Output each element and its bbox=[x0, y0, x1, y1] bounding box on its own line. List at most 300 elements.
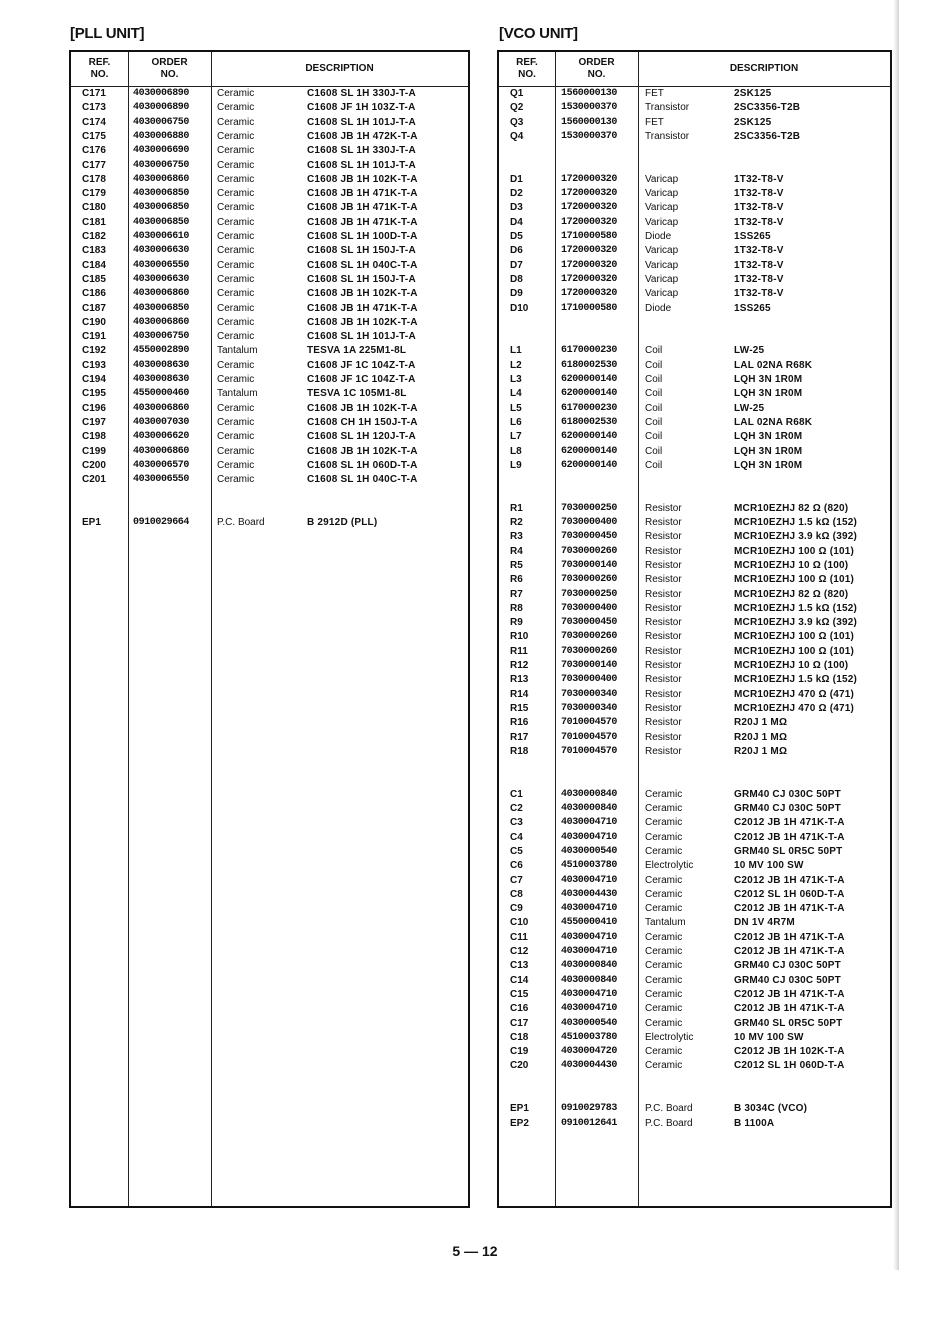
header-order-label: ORDER bbox=[151, 57, 188, 68]
part-type-cell: Varicap bbox=[645, 259, 679, 271]
table-row bbox=[499, 874, 890, 888]
order-no-cell: 4030000540 bbox=[561, 845, 618, 857]
description-cell: C1608 JB 1H 472K-T-A bbox=[307, 130, 418, 142]
description-cell: C1608 JB 1H 102K-T-A bbox=[307, 402, 418, 414]
ref-no-cell: C17 bbox=[510, 1017, 529, 1029]
description-cell: LAL 02NA R68K bbox=[734, 416, 813, 428]
description-cell: C1608 JF 1C 104Z-T-A bbox=[307, 374, 416, 385]
description-cell: C2012 JB 1H 471K-T-A bbox=[734, 988, 845, 1000]
order-no-cell: 4030000840 bbox=[561, 960, 618, 972]
description-cell: B 2912D (PLL) bbox=[307, 517, 378, 528]
order-no-cell: 6170000230 bbox=[561, 402, 618, 414]
ref-no-cell: C191 bbox=[82, 331, 106, 343]
ref-no-cell: C196 bbox=[82, 402, 106, 414]
table-row bbox=[499, 931, 890, 945]
table-row bbox=[499, 187, 890, 201]
part-type-cell: Resistor bbox=[645, 531, 682, 543]
ref-no-cell: R14 bbox=[510, 688, 529, 700]
table-row bbox=[499, 573, 890, 587]
ref-no-cell: Q2 bbox=[510, 102, 524, 114]
description-cell: C2012 JB 1H 471K-T-A bbox=[734, 831, 845, 843]
part-type-cell: Ceramic bbox=[217, 302, 255, 314]
description-cell: C1608 JB 1H 102K-T-A bbox=[307, 316, 418, 328]
description-cell: C1608 JB 1H 471K-T-A bbox=[307, 216, 418, 228]
table-row bbox=[499, 974, 890, 988]
part-type-cell: Ceramic bbox=[645, 988, 683, 1000]
description-cell: C1608 SL 1H 330J-T-A bbox=[307, 145, 416, 157]
description-cell: GRM40 CJ 030C 50PT bbox=[734, 974, 841, 986]
table-row bbox=[499, 1045, 890, 1059]
table-row bbox=[71, 259, 468, 273]
order-no-cell: 4550002890 bbox=[133, 345, 190, 357]
table-row bbox=[71, 416, 468, 430]
description-cell: C1608 SL 1H 150J-T-A bbox=[307, 245, 416, 257]
description-cell: 10 MV 100 SW bbox=[734, 860, 804, 872]
ref-no-cell: C7 bbox=[510, 874, 523, 886]
part-type-cell: Ceramic bbox=[217, 359, 255, 371]
table-row bbox=[71, 87, 468, 101]
description-header bbox=[638, 52, 890, 86]
description-cell: C1608 JB 1H 102K-T-A bbox=[307, 173, 418, 185]
ref-no-cell: C197 bbox=[82, 416, 106, 428]
ref-no-cell: L3 bbox=[510, 374, 522, 385]
header-description-label: DESCRIPTION bbox=[729, 63, 799, 74]
ref-no-cell: C181 bbox=[82, 216, 106, 228]
part-type-cell: Tantalum bbox=[217, 388, 258, 400]
description-cell: 2SK125 bbox=[734, 88, 772, 99]
order-no-cell: 1530000370 bbox=[561, 102, 618, 114]
order-no-cell: 6200000140 bbox=[561, 445, 618, 457]
ref-no-cell: C174 bbox=[82, 116, 106, 128]
description-cell: 1T32-T8-V bbox=[734, 245, 784, 257]
description-cell: 1T32-T8-V bbox=[734, 202, 784, 214]
table-row bbox=[499, 459, 890, 473]
order-no-cell: 7030000260 bbox=[561, 574, 618, 586]
description-cell: C1608 SL 1H 120J-T-A bbox=[307, 431, 416, 443]
order-no-cell: 4030006690 bbox=[133, 145, 190, 157]
description-cell: MCR10EZHJ 10 Ω (100) bbox=[734, 559, 849, 571]
ref-no-cell: EP1 bbox=[82, 517, 101, 528]
order-no-cell: 7030000260 bbox=[561, 545, 618, 557]
description-cell: C1608 SL 1H 060D-T-A bbox=[307, 459, 418, 471]
part-type-cell: Resistor bbox=[645, 660, 682, 671]
ref-no-cell: R6 bbox=[510, 574, 523, 586]
ref-no-cell: R5 bbox=[510, 559, 523, 571]
ref-no-cell: C173 bbox=[82, 102, 106, 114]
description-cell: C1608 SL 1H 150J-T-A bbox=[307, 273, 416, 285]
description-cell: MCR10EZHJ 82 Ω (820) bbox=[734, 502, 849, 514]
table-row bbox=[499, 888, 890, 902]
order-no-cell: 7030000340 bbox=[561, 688, 618, 700]
table-row bbox=[71, 344, 468, 358]
table-row bbox=[499, 559, 890, 573]
part-type-cell: Ceramic bbox=[645, 974, 683, 986]
table-row bbox=[499, 416, 890, 430]
description-cell: B 1100A bbox=[734, 1117, 775, 1129]
ref-no-cell: EP2 bbox=[510, 1117, 529, 1129]
table-row bbox=[499, 159, 890, 173]
order-no-cell: 6180002530 bbox=[561, 416, 618, 428]
order-no-cell: 6170000230 bbox=[561, 345, 618, 357]
order-no-cell: 4030006860 bbox=[133, 402, 190, 414]
order-no-cell: 7030000250 bbox=[561, 502, 618, 514]
description-cell: C1608 SL 1H 101J-T-A bbox=[307, 159, 416, 171]
header-no-label: NO. bbox=[518, 69, 536, 80]
part-type-cell: Varicap bbox=[645, 245, 679, 257]
description-cell: C2012 SL 1H 060D-T-A bbox=[734, 1060, 845, 1072]
ref-no-cell: C183 bbox=[82, 245, 106, 257]
order-no-cell: 4030004710 bbox=[561, 831, 618, 843]
description-cell: R20J 1 MΩ bbox=[734, 731, 788, 743]
ref-no-cell: D8 bbox=[510, 273, 523, 285]
ref-no-header bbox=[71, 52, 128, 86]
part-type-cell: Ceramic bbox=[217, 216, 255, 228]
table-row bbox=[71, 459, 468, 473]
part-type-cell: Coil bbox=[645, 416, 663, 428]
table-row bbox=[499, 1002, 890, 1016]
description-cell: LAL 02NA R68K bbox=[734, 359, 813, 371]
description-cell: MCR10EZHJ 10 Ω (100) bbox=[734, 660, 849, 671]
part-type-cell: Electrolytic bbox=[645, 1031, 694, 1043]
table-row bbox=[71, 445, 468, 459]
order-no-cell: 4030006850 bbox=[133, 202, 190, 214]
table-row bbox=[499, 430, 890, 444]
part-type-cell: Resistor bbox=[645, 602, 682, 614]
table-row bbox=[499, 502, 890, 516]
page-number: 5 — 12 bbox=[452, 1243, 498, 1259]
table-row bbox=[499, 1059, 890, 1073]
table-row bbox=[499, 616, 890, 630]
table-row bbox=[499, 802, 890, 816]
order-no-cell: 7030000260 bbox=[561, 631, 618, 643]
table-row bbox=[499, 230, 890, 244]
description-cell: LQH 3N 1R0M bbox=[734, 459, 803, 471]
part-type-cell: Ceramic bbox=[217, 416, 255, 428]
ref-no-cell: Q1 bbox=[510, 88, 524, 99]
ref-no-cell: L6 bbox=[510, 416, 522, 428]
description-cell: C1608 SL 1H 101J-T-A bbox=[307, 116, 416, 128]
ref-no-cell: C18 bbox=[510, 1031, 529, 1043]
table-row bbox=[499, 144, 890, 158]
description-cell: C1608 CH 1H 150J-T-A bbox=[307, 416, 418, 428]
ref-no-cell: Q4 bbox=[510, 130, 524, 142]
order-no-cell: 6200000140 bbox=[561, 459, 618, 471]
table-row bbox=[499, 273, 890, 287]
table-row bbox=[499, 330, 890, 344]
order-no-cell: 1720000320 bbox=[561, 173, 618, 185]
ref-no-cell: C176 bbox=[82, 145, 106, 157]
order-no-cell: 4030006620 bbox=[133, 431, 190, 443]
description-cell: C1608 SL 1H 101J-T-A bbox=[307, 331, 416, 343]
table-row bbox=[499, 645, 890, 659]
part-type-cell: Ceramic bbox=[217, 259, 255, 271]
description-cell: R20J 1 MΩ bbox=[734, 717, 788, 729]
part-type-cell: Ceramic bbox=[217, 459, 255, 471]
order-no-cell: 4030006890 bbox=[133, 102, 190, 114]
ref-no-cell: C186 bbox=[82, 288, 106, 300]
order-no-cell: 4030008630 bbox=[133, 359, 190, 371]
order-no-cell: 4030006850 bbox=[133, 188, 190, 200]
order-no-cell: 7030000140 bbox=[561, 559, 618, 571]
table-row bbox=[499, 916, 890, 930]
order-no-cell: 1720000320 bbox=[561, 259, 618, 271]
ref-no-cell: R3 bbox=[510, 531, 523, 543]
ref-no-cell: D3 bbox=[510, 202, 523, 214]
part-type-cell: Transistor bbox=[645, 102, 690, 114]
table-row bbox=[499, 902, 890, 916]
part-type-cell: Ceramic bbox=[217, 116, 255, 128]
order-no-cell: 4030000840 bbox=[561, 974, 618, 986]
order-no-cell: 4030006860 bbox=[133, 316, 190, 328]
table-row bbox=[499, 773, 890, 787]
table-row bbox=[499, 287, 890, 301]
ref-no-cell: EP1 bbox=[510, 1103, 529, 1115]
table-row bbox=[499, 688, 890, 702]
part-type-cell: Ceramic bbox=[645, 831, 683, 843]
description-cell: 1T32-T8-V bbox=[734, 259, 784, 271]
ref-no-cell: C179 bbox=[82, 188, 106, 200]
order-no-cell: 4030000840 bbox=[561, 788, 618, 800]
table-row bbox=[499, 588, 890, 602]
ref-no-cell: R1 bbox=[510, 502, 523, 514]
table-row bbox=[71, 144, 468, 158]
order-no-header bbox=[555, 52, 638, 86]
description-cell: C2012 JB 1H 471K-T-A bbox=[734, 903, 845, 915]
table-row bbox=[499, 473, 890, 487]
order-no-cell: 4030000540 bbox=[561, 1017, 618, 1029]
description-cell: MCR10EZHJ 100 Ω (101) bbox=[734, 645, 855, 657]
header-no-label: NO. bbox=[90, 69, 109, 80]
ref-no-cell: R18 bbox=[510, 745, 529, 757]
part-type-cell: Ceramic bbox=[645, 903, 683, 915]
part-type-cell: Coil bbox=[645, 388, 663, 400]
description-cell: C2012 JB 1H 471K-T-A bbox=[734, 817, 845, 829]
table-row bbox=[499, 716, 890, 730]
part-type-cell: Resistor bbox=[645, 574, 682, 586]
ref-no-cell: L8 bbox=[510, 445, 522, 457]
description-cell: C1608 SL 1H 040C-T-A bbox=[307, 259, 418, 271]
order-no-cell: 4030006750 bbox=[133, 331, 190, 343]
table-row bbox=[71, 130, 468, 144]
table-row bbox=[499, 259, 890, 273]
description-cell: 1T32-T8-V bbox=[734, 273, 784, 285]
ref-no-cell: L5 bbox=[510, 402, 522, 414]
order-no-cell: 7030000400 bbox=[561, 602, 618, 614]
ref-no-cell: C4 bbox=[510, 831, 523, 843]
scan-shadow-edge bbox=[893, 0, 899, 1270]
table-row bbox=[499, 302, 890, 316]
description-cell: C1608 JB 1H 471K-T-A bbox=[307, 188, 418, 200]
order-no-cell: 4030006860 bbox=[133, 288, 190, 300]
part-type-cell: Ceramic bbox=[645, 1017, 683, 1029]
ref-no-cell: C192 bbox=[82, 345, 106, 357]
order-no-cell: 4030004710 bbox=[561, 874, 618, 886]
table-row bbox=[499, 630, 890, 644]
ref-no-header bbox=[499, 52, 555, 86]
order-no-cell: 4030004430 bbox=[561, 888, 618, 900]
table-row bbox=[499, 959, 890, 973]
part-type-cell: Tantalum bbox=[217, 345, 258, 357]
description-cell: MCR10EZHJ 82 Ω (820) bbox=[734, 588, 849, 600]
ref-no-cell: L9 bbox=[510, 459, 522, 471]
part-type-cell: Ceramic bbox=[645, 874, 683, 886]
description-cell: TESVA 1C 105M1-8L bbox=[307, 388, 407, 400]
description-cell: 1T32-T8-V bbox=[734, 288, 784, 300]
ref-no-cell: L2 bbox=[510, 359, 522, 371]
description-cell: 2SC3356-T2B bbox=[734, 102, 801, 114]
order-no-cell: 4030004710 bbox=[561, 931, 618, 943]
part-type-cell: Ceramic bbox=[217, 288, 255, 300]
part-type-cell: Resistor bbox=[645, 559, 682, 571]
part-type-cell: Ceramic bbox=[217, 130, 255, 142]
table-row bbox=[499, 816, 890, 830]
ref-no-cell: L1 bbox=[510, 345, 522, 357]
order-no-cell: 4030006550 bbox=[133, 474, 190, 486]
ref-no-cell: C177 bbox=[82, 159, 106, 171]
part-type-cell: Resistor bbox=[645, 717, 682, 729]
table-row bbox=[71, 473, 468, 487]
order-no-cell: 4030006860 bbox=[133, 173, 190, 185]
part-type-cell: Resistor bbox=[645, 617, 682, 629]
table-row bbox=[71, 244, 468, 258]
order-no-cell: 7010004570 bbox=[561, 745, 618, 757]
table-row bbox=[71, 516, 468, 530]
table-row bbox=[71, 316, 468, 330]
description-cell: C1608 SL 1H 100D-T-A bbox=[307, 231, 418, 242]
part-type-cell: Ceramic bbox=[217, 188, 255, 200]
description-cell: 2SK125 bbox=[734, 116, 772, 128]
part-type-cell: Ceramic bbox=[217, 402, 255, 414]
description-cell: MCR10EZHJ 100 Ω (101) bbox=[734, 545, 855, 557]
table-row bbox=[499, 530, 890, 544]
table-row bbox=[499, 173, 890, 187]
order-no-header bbox=[128, 52, 211, 86]
ref-no-cell: R4 bbox=[510, 545, 523, 557]
table-row bbox=[499, 988, 890, 1002]
header-description-label: DESCRIPTION bbox=[305, 63, 374, 74]
description-cell: LW-25 bbox=[734, 402, 765, 414]
part-type-cell: Coil bbox=[645, 359, 663, 371]
part-type-cell: Ceramic bbox=[217, 159, 255, 171]
ref-no-cell: C199 bbox=[82, 445, 106, 457]
table-row bbox=[499, 659, 890, 673]
table-row bbox=[499, 216, 890, 230]
table-row bbox=[71, 187, 468, 201]
order-no-cell: 1560000130 bbox=[561, 116, 618, 128]
ref-no-cell: C2 bbox=[510, 803, 523, 814]
ref-no-cell: C8 bbox=[510, 888, 523, 900]
description-cell: TESVA 1A 225M1-8L bbox=[307, 345, 407, 357]
table-row bbox=[499, 87, 890, 101]
table-row bbox=[499, 945, 890, 959]
table-row bbox=[499, 545, 890, 559]
part-type-cell: Resistor bbox=[645, 517, 682, 528]
description-cell: LQH 3N 1R0M bbox=[734, 431, 803, 443]
description-cell: LW-25 bbox=[734, 345, 765, 357]
ref-no-cell: C3 bbox=[510, 817, 523, 829]
table-row bbox=[499, 516, 890, 530]
table-row bbox=[71, 216, 468, 230]
ref-no-cell: C16 bbox=[510, 1003, 529, 1015]
order-no-cell: 6200000140 bbox=[561, 374, 618, 385]
part-type-cell: Varicap bbox=[645, 216, 679, 228]
order-no-cell: 4030006850 bbox=[133, 216, 190, 228]
order-no-cell: 7030000260 bbox=[561, 645, 618, 657]
table-row bbox=[71, 173, 468, 187]
description-cell: C1608 JB 1H 471K-T-A bbox=[307, 302, 418, 314]
order-no-cell: 4030006860 bbox=[133, 445, 190, 457]
pll-unit-title: [PLL UNIT] bbox=[70, 25, 145, 42]
part-type-cell: Ceramic bbox=[217, 88, 255, 99]
part-type-cell: Coil bbox=[645, 459, 663, 471]
order-no-cell: 4510003780 bbox=[561, 1031, 618, 1043]
order-no-cell: 7030000140 bbox=[561, 660, 618, 671]
ref-no-cell: C19 bbox=[510, 1046, 529, 1058]
part-type-cell: Varicap bbox=[645, 273, 679, 285]
order-no-cell: 0910029783 bbox=[561, 1103, 618, 1115]
ref-no-cell: C175 bbox=[82, 130, 106, 142]
part-type-cell: FET bbox=[645, 116, 664, 128]
description-cell: B 3034C (VCO) bbox=[734, 1103, 808, 1115]
order-no-cell: 7030000250 bbox=[561, 588, 618, 600]
description-cell: 1T32-T8-V bbox=[734, 188, 784, 200]
table-row bbox=[499, 1017, 890, 1031]
part-type-cell: Ceramic bbox=[645, 960, 683, 972]
table-row bbox=[499, 859, 890, 873]
table-row bbox=[499, 1031, 890, 1045]
table-row bbox=[71, 201, 468, 215]
ref-no-cell: D6 bbox=[510, 245, 523, 257]
ref-no-cell: R7 bbox=[510, 588, 523, 600]
order-no-cell: 4030006890 bbox=[133, 88, 190, 99]
description-cell: LQH 3N 1R0M bbox=[734, 445, 803, 457]
order-no-cell: 7030000340 bbox=[561, 702, 618, 714]
ref-no-cell: R9 bbox=[510, 617, 523, 629]
table-row bbox=[71, 230, 468, 244]
table-row bbox=[71, 302, 468, 316]
table-row bbox=[499, 731, 890, 745]
description-cell: GRM40 CJ 030C 50PT bbox=[734, 788, 841, 800]
table-row bbox=[499, 101, 890, 115]
table-row bbox=[499, 130, 890, 144]
table-row bbox=[499, 745, 890, 759]
pll-parts-table bbox=[69, 50, 470, 1208]
part-type-cell: P.C. Board bbox=[217, 517, 265, 528]
table-row bbox=[499, 445, 890, 459]
table-row bbox=[499, 487, 890, 501]
header-no-label: NO. bbox=[587, 69, 606, 80]
ref-no-cell: C1 bbox=[510, 788, 523, 800]
description-cell: C1608 SL 1H 330J-T-A bbox=[307, 88, 416, 99]
part-type-cell: Resistor bbox=[645, 631, 682, 643]
order-no-cell: 4030006630 bbox=[133, 273, 190, 285]
ref-no-cell: C198 bbox=[82, 431, 106, 443]
table-row bbox=[71, 287, 468, 301]
part-type-cell: Ceramic bbox=[645, 1003, 683, 1015]
ref-no-cell: D10 bbox=[510, 302, 529, 314]
header-no-label: NO. bbox=[160, 69, 179, 80]
part-type-cell: Electrolytic bbox=[645, 860, 694, 872]
part-type-cell: P.C. Board bbox=[645, 1117, 693, 1129]
description-cell: GRM40 SL 0R5C 50PT bbox=[734, 845, 843, 857]
description-cell: MCR10EZHJ 470 Ω (471) bbox=[734, 702, 855, 714]
order-no-cell: 1560000130 bbox=[561, 88, 618, 99]
description-header bbox=[211, 52, 468, 86]
description-cell: MCR10EZHJ 1.5 kΩ (152) bbox=[734, 517, 858, 528]
table-row bbox=[71, 430, 468, 444]
order-no-cell: 4030006550 bbox=[133, 259, 190, 271]
ref-no-cell: R8 bbox=[510, 602, 523, 614]
